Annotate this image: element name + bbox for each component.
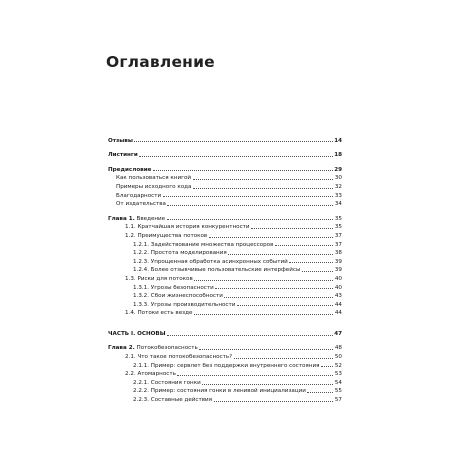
toc-entry-label: 1.3. Риски для потоков bbox=[125, 275, 193, 282]
dot-leader bbox=[167, 219, 334, 220]
toc-page-number: 50 bbox=[334, 354, 342, 361]
toc-chapter-number: Глава 2. bbox=[108, 345, 135, 352]
page-title: Оглавление bbox=[106, 53, 215, 71]
toc-entry-label: Отзывы bbox=[108, 137, 133, 144]
toc-entry-label: 2.2. Атомарность bbox=[125, 371, 176, 378]
dot-leader bbox=[134, 141, 332, 142]
toc-entry-label: Примеры исходного кода bbox=[116, 183, 192, 190]
dot-leader bbox=[307, 392, 333, 393]
toc-page-number: 39 bbox=[334, 267, 342, 274]
toc-page-number: 30 bbox=[334, 175, 342, 182]
toc-page-number: 39 bbox=[334, 258, 342, 265]
toc-entry bbox=[108, 329, 342, 338]
toc-entry bbox=[108, 387, 342, 396]
toc-page-number: 40 bbox=[334, 284, 342, 291]
dot-leader bbox=[321, 366, 333, 367]
toc-entry-label: 1.2.2. Простота моделирования bbox=[133, 250, 227, 257]
dot-leader bbox=[251, 228, 333, 229]
toc-page-number: 18 bbox=[334, 152, 342, 159]
toc-entry-label: 1.2. Преимущества потоков bbox=[125, 232, 208, 239]
dot-leader bbox=[202, 384, 333, 385]
dot-leader bbox=[194, 314, 333, 315]
toc-entry-label: От издательства bbox=[116, 201, 166, 208]
toc-entry-label: 1.1. Кратчайшая история конкурентности bbox=[125, 224, 250, 231]
toc-entry-label: 1.4. Потоки есть везде bbox=[125, 310, 193, 317]
toc-entry bbox=[108, 395, 342, 404]
dot-leader bbox=[209, 237, 334, 238]
dot-leader bbox=[199, 349, 333, 350]
toc-entry-label: 1.2.1. Задействование множества процессоров bbox=[133, 241, 274, 248]
toc-entry bbox=[108, 378, 342, 387]
dot-leader bbox=[153, 170, 333, 171]
toc-page-number: 34 bbox=[334, 201, 342, 208]
dot-leader bbox=[289, 262, 333, 263]
toc-entry-label: ЧАСТЬ I. ОСНОВЫ bbox=[108, 330, 166, 337]
toc-page-number: 54 bbox=[334, 379, 342, 386]
table-of-contents bbox=[108, 136, 342, 404]
toc-entry-label: 2.1.1. Пример: сервлет без поддержки внутреннего состояния bbox=[133, 362, 320, 369]
toc-entry bbox=[108, 136, 342, 145]
toc-entry bbox=[108, 344, 342, 353]
toc-entry-label: 1.2.3. Упрощенная обработка асинхронных событий bbox=[133, 258, 288, 265]
dot-leader bbox=[163, 196, 334, 197]
toc-entry bbox=[108, 223, 342, 232]
toc-entry bbox=[108, 266, 342, 275]
toc-entry-label bbox=[108, 344, 198, 352]
toc-page-number: 37 bbox=[334, 232, 342, 239]
toc-page-number: 55 bbox=[334, 388, 342, 395]
toc-entry-label bbox=[108, 215, 165, 223]
toc-page-number: 44 bbox=[334, 310, 342, 317]
toc-entry bbox=[108, 257, 342, 266]
toc-page-number: 33 bbox=[334, 192, 342, 199]
toc-page-number: 40 bbox=[334, 275, 342, 282]
toc-page-number: 37 bbox=[334, 241, 342, 248]
toc-entry-label: 1.3.1. Угрозы безопасности bbox=[133, 284, 214, 291]
toc-page-number: 35 bbox=[334, 215, 342, 222]
dot-leader bbox=[302, 271, 333, 272]
toc-entry bbox=[108, 274, 342, 283]
toc-entry bbox=[108, 174, 342, 183]
toc-entry bbox=[108, 300, 342, 309]
toc-entry bbox=[108, 352, 342, 361]
toc-entry-label: 2.2.3. Составные действия bbox=[133, 397, 213, 404]
toc-entry-label: Как пользоваться книгой bbox=[116, 175, 192, 182]
dot-leader bbox=[237, 305, 334, 306]
toc-chapter-number: Глава 1. bbox=[108, 215, 135, 222]
dot-leader bbox=[194, 280, 333, 281]
toc-entry-label: Листинги bbox=[108, 152, 138, 159]
toc-page-number: 48 bbox=[334, 345, 342, 352]
toc-page-number: 53 bbox=[334, 371, 342, 378]
toc-entry bbox=[108, 240, 342, 249]
toc-entry bbox=[108, 361, 342, 370]
toc-page-number: 43 bbox=[334, 293, 342, 300]
toc-page-number: 32 bbox=[334, 183, 342, 190]
dot-leader bbox=[224, 297, 333, 298]
toc-entry bbox=[108, 292, 342, 301]
dot-leader bbox=[228, 254, 333, 255]
dot-leader bbox=[139, 156, 332, 157]
toc-entry bbox=[108, 283, 342, 292]
toc-entry-label: 2.1. Что такое потокобезопасность? bbox=[125, 354, 233, 361]
toc-page-number: 38 bbox=[334, 250, 342, 257]
toc-entry bbox=[108, 182, 342, 191]
toc-entry-label: 2.2.2. Пример: состояния гонки в ленивой инициализации bbox=[133, 388, 306, 395]
toc-entry bbox=[108, 214, 342, 223]
toc-entry-label: Предисловие bbox=[108, 166, 152, 173]
toc-page-number: 44 bbox=[334, 301, 342, 308]
dot-leader bbox=[234, 358, 334, 359]
toc-chapter-title: Введение bbox=[134, 215, 166, 222]
toc-entry-label: 1.3.3. Угрозы производительности bbox=[133, 301, 236, 308]
toc-page-number: 14 bbox=[334, 137, 342, 144]
toc-entry bbox=[108, 191, 342, 200]
toc-chapter-title: Потокобезопасность bbox=[134, 345, 198, 352]
dot-leader bbox=[167, 335, 333, 336]
toc-entry bbox=[108, 165, 342, 174]
dot-leader bbox=[193, 188, 333, 189]
toc-entry bbox=[108, 231, 342, 240]
toc-entry bbox=[108, 370, 342, 379]
dot-leader bbox=[177, 375, 333, 376]
toc-page-number: 29 bbox=[334, 166, 342, 173]
toc-entry-label: 1.3.2. Сбои жизнеспособности bbox=[133, 293, 223, 300]
toc-entry-label: 2.2.1. Состояния гонки bbox=[133, 379, 201, 386]
dot-leader bbox=[193, 179, 334, 180]
toc-page-number: 52 bbox=[334, 362, 342, 369]
toc-page-number: 35 bbox=[334, 224, 342, 231]
dot-leader bbox=[215, 288, 333, 289]
dot-leader bbox=[214, 401, 334, 402]
toc-entry bbox=[108, 151, 342, 160]
toc-entry-label: 1.2.4. Более отзывчивые пользовательские интерфейсы bbox=[133, 267, 301, 274]
toc-page-number: 57 bbox=[334, 397, 342, 404]
toc-entry bbox=[108, 249, 342, 258]
dot-leader bbox=[167, 205, 333, 206]
toc-entry bbox=[108, 309, 342, 318]
toc-page-number: 47 bbox=[334, 330, 342, 337]
toc-entry bbox=[108, 200, 342, 209]
dot-leader bbox=[275, 245, 333, 246]
toc-entry-label: Благодарности bbox=[116, 192, 162, 199]
